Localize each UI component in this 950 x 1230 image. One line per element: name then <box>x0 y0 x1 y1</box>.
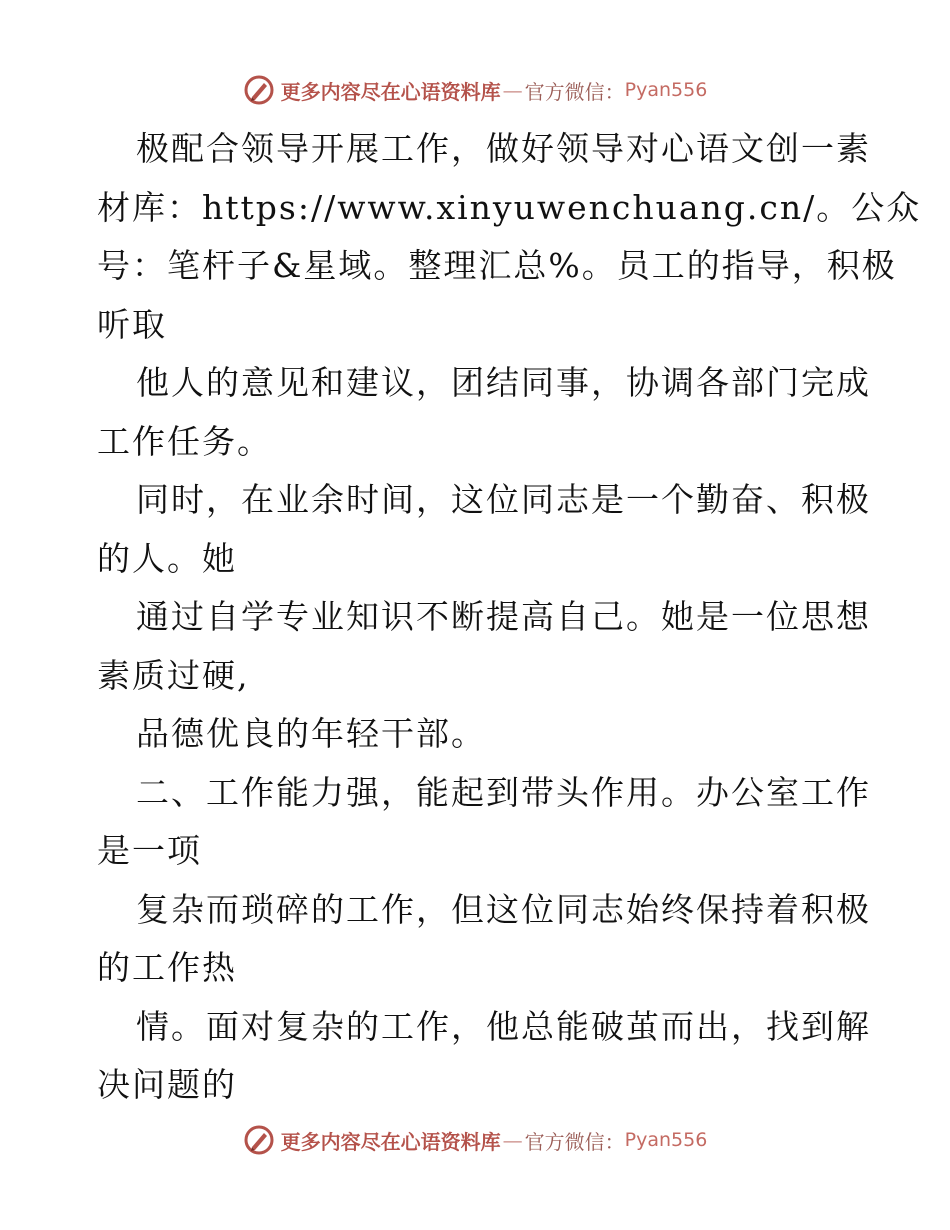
body-line: 通过自学专业知识不断提高自己。她是一位思想 <box>136 597 871 636</box>
body-line: 决问题的 <box>97 1065 237 1104</box>
body-line: 同时，在业余时间，这位同志是一个勤奋、积极 <box>136 480 871 519</box>
banner-title: 更多内容尽在心语资料库 <box>280 79 501 104</box>
banner-separator: — <box>502 1128 523 1152</box>
banner-title: 更多内容尽在心语资料库 <box>280 1129 501 1154</box>
banner-label: 官方微信： <box>524 1129 625 1154</box>
banner-label: 官方微信： <box>524 79 625 104</box>
body-line: 品德优良的年轻干部。 <box>136 714 486 753</box>
body-line: 极配合领导开展工作，做好领导对心语文创一素 <box>136 129 871 168</box>
banner-code: Pyan556 <box>624 1129 708 1151</box>
body-line: 的人。她 <box>97 538 237 578</box>
pen-logo-icon <box>243 1124 275 1156</box>
body-line: 工作任务。 <box>97 421 272 461</box>
body-line: 情。面对复杂的工作，他总能破茧而出，找到解 <box>136 1006 871 1046</box>
banner-code: Pyan556 <box>624 79 708 101</box>
header-banner <box>0 70 950 110</box>
banner-separator: — <box>502 78 523 102</box>
body-line: 二、工作能力强，能起到带头作用。办公室工作 <box>136 772 871 812</box>
document-body <box>97 120 922 1115</box>
body-line: 素质过硬, <box>97 655 250 695</box>
footer-banner <box>0 1120 950 1160</box>
body-line: 的工作热 <box>97 948 237 987</box>
pen-logo-icon <box>243 74 275 106</box>
body-line: 材库：https://www.xinyuwenchuang.cn/。公众 <box>97 187 922 227</box>
body-line: 听取 <box>97 304 167 344</box>
body-line: 他人的意见和建议，团结同事，协调各部门完成 <box>136 363 871 402</box>
body-line: 复杂而琐碎的工作，但这位同志始终保持着积极 <box>136 889 871 929</box>
body-line: 号：笔杆子&星域。整理汇总%。员工的指导，积极 <box>97 246 897 285</box>
body-line: 是一项 <box>97 831 202 870</box>
